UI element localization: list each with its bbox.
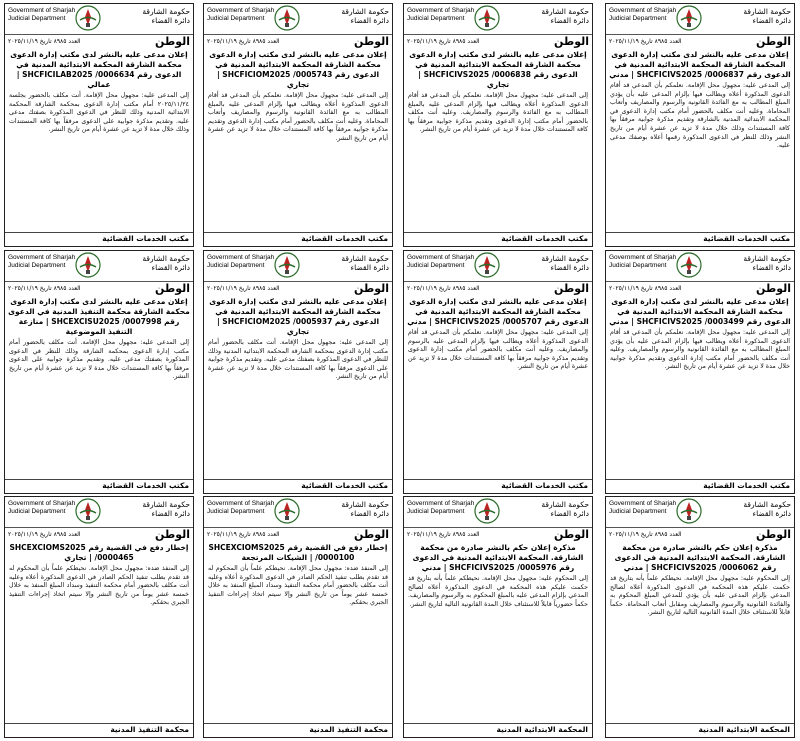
legal-notice bbox=[605, 496, 795, 738]
legal-notice bbox=[4, 250, 194, 494]
notice-header bbox=[606, 497, 794, 528]
issue-ref: العدد ٨٩٨٥ تاريخ ٢٠٢٥/١١/١٩ bbox=[609, 285, 682, 292]
sharjah-emblem-icon bbox=[274, 252, 300, 278]
newspaper-brand: الوطن bbox=[353, 35, 389, 48]
notice-body: إلى المنفذ ضده: مجهول محل الإقامة. نحيطكم علماً بأن المحكوم له قد تقدم بطلب تنفيذ الحكم الصادر في الدعوى المذكورة أعلاه وعليه أنت مكلف بالحضور أمام محكمة التنفيذ وسداد المبلغ المنفذ به خلال خمسة عشر يوماً من تاريخ النشر وإلا سيتم اتخاذ إجراءات التنفيذ الجبري بحقكم. bbox=[9, 565, 189, 607]
legal-notice bbox=[605, 3, 795, 247]
sharjah-emblem-icon bbox=[75, 5, 101, 31]
notice-footer: المحكمة الابتدائية المدنية bbox=[404, 723, 592, 737]
notice-footer: مكتب الخدمات القضائية bbox=[204, 232, 392, 246]
notice-body: إلى المحكوم عليه: مجهول محل الإقامة. نحيطكم علماً بأنه بتاريخ قد حكمت عليكم هذه المحكمة في الدعوى المذكورة أعلاه لصالح المدعي بإلزام المدعى عليه بالمبلغ المحكوم به والرسوم والمصاريف. حكماً حضورياً قابلاً للاستئناف خلال المدة القانونية التالية لتاريخ النشر. bbox=[408, 575, 588, 608]
department-name-ar: حكومة الشارقة دائرة القضاء bbox=[743, 500, 791, 518]
newspaper-brand: الوطن bbox=[353, 282, 389, 295]
issue-ref: العدد ٨٩٨٥ تاريخ ٢٠٢٥/١١/١٩ bbox=[8, 531, 81, 538]
notice-body: إلى المدعى عليه: مجهول محل الإقامة. نعلمكم بأن المدعي قد أقام الدعوى المذكورة أعلاه ويطالب فيها بإلزام المدعى عليه بأن يؤدي المبلغ المطالب به مع الفائدة القانونية والرسوم والمصاريف وأتعاب المحاماة. وعليه أنت مكلف بالحضور أمام مكتب إدارة الدعوى في المحكمة الابتدائية المدنية بالشارقة وتقديم مذكرة جوابية مرفقاً بها كافة المستندات وذلك خلال مدة لا تزيد عن عشرة أيام من تاريخ النشر وذلك للنظر في الدعوى المذكورة رقمها أعلاه بوصفك مدعى عليه. bbox=[610, 82, 790, 150]
notice-body: إلى المدعى عليه: مجهول محل الإقامة. نعلمكم بأن المدعي قد أقام الدعوى المذكورة أعلاه ويطالب فيها بإلزام المدعى عليه بأن يؤدي المبلغ المطالب به مع الفائدة القانونية والرسوم والمصاريف. وعليه أنت مكلف بالحضور أمام مكتب إدارة الدعوى وتقديم مذكرة جوابية خلال مدة لا تزيد عن عشرة أيام من تاريخ النشر. bbox=[610, 329, 790, 371]
department-name-en: Government of Sharjah Judicial Department bbox=[407, 254, 475, 269]
department-name-en: Government of Sharjah Judicial Department bbox=[207, 500, 275, 515]
notice-footer: مكتب الخدمات القضائية bbox=[5, 479, 193, 493]
notice-footer: مكتب الخدمات القضائية bbox=[5, 232, 193, 246]
notice-footer: محكمة التنفيذ المدنية bbox=[204, 723, 392, 737]
notice-header bbox=[204, 251, 392, 282]
department-name-ar: حكومة الشارقة دائرة القضاء bbox=[142, 500, 190, 518]
legal-notice bbox=[403, 250, 593, 494]
notice-header bbox=[5, 4, 193, 35]
notice-title: مذكرة إعلان حكم بالنشر صادرة من محكمة الشارقة. المحكمة الابتدائية المدنية في الدعوى رقم SHCFICIVS2025 /0005976 | مدني bbox=[412, 543, 584, 572]
sharjah-emblem-icon bbox=[274, 498, 300, 524]
notice-title: إعلان مدعى عليه بالنشر لدى مكتب إدارة الدعوى محكمة الشارقة المحكمة الابتدائية المدنية في الدعوى رقم SHCFICIOM2025 /0005743 | تجاري bbox=[209, 50, 387, 89]
issue-ref: العدد ٨٩٨٥ تاريخ ٢٠٢٥/١١/١٩ bbox=[609, 531, 682, 538]
notice-title: إخطار دفع في القضية رقم SHCEXCIOMS2025 /0000100 | الشيكات المرتجعة bbox=[208, 543, 388, 562]
legal-notice bbox=[203, 496, 393, 738]
legal-notice bbox=[203, 3, 393, 247]
department-name-ar: حكومة الشارقة دائرة القضاء bbox=[541, 500, 589, 518]
notice-body: إلى المدعى عليه: مجهول محل الإقامة. أنت مكلف بالحضور أمام مكتب إدارة الدعوى بمحكمة الشارقة وذلك للنظر في الدعوى المذكورة بصفتك مدعى عليه. وتقديم مذكرة جوابية على الدعوى مرفقاً بها كافة المستندات خلال مدة لا تزيد عن عشرة أيام من تاريخ النشر. bbox=[9, 339, 189, 381]
legal-notice bbox=[403, 3, 593, 247]
newspaper-brand: الوطن bbox=[154, 528, 190, 541]
newspaper-brand: الوطن bbox=[755, 528, 791, 541]
notice-title: إعلان مدعى عليه بالنشر لدى مكتب إدارة الدعوى محكمة الشارقة المحكمة الابتدائية المدنية في الدعوى رقم SHCFICIVS2025 /0006838 | تجاري bbox=[409, 50, 587, 89]
department-name-en: Government of Sharjah Judicial Department bbox=[407, 500, 475, 515]
department-name-en: Government of Sharjah Judicial Department bbox=[207, 254, 275, 269]
issue-ref: العدد ٨٩٨٥ تاريخ ٢٠٢٥/١١/١٩ bbox=[8, 38, 81, 45]
newspaper-brand: الوطن bbox=[353, 528, 389, 541]
notice-header bbox=[204, 4, 392, 35]
notice-body: إلى المدعى عليه: مجهول محل الإقامة. نعلمكم بأن المدعي قد أقام الدعوى المذكورة أعلاه ويطالب فيها بإلزام المدعى عليه بالمبلغ المطالب به مع الفائدة والرسوم والمصاريف. وعليه أنت مكلف بالحضور أمام مكتب إدارة الدعوى وتقديم مذكرة جوابية مرفقاً بها كافة المستندات خلال مدة لا تزيد عن عشرة أيام من تاريخ النشر. bbox=[408, 92, 588, 134]
department-name-en: Government of Sharjah Judicial Department bbox=[8, 7, 76, 22]
legal-notice bbox=[203, 250, 393, 494]
department-name-en: Government of Sharjah Judicial Department bbox=[609, 254, 677, 269]
sharjah-emblem-icon bbox=[474, 498, 500, 524]
legal-notice bbox=[4, 3, 194, 247]
department-name-en: Government of Sharjah Judicial Department bbox=[8, 500, 76, 515]
notice-header bbox=[5, 497, 193, 528]
issue-ref: العدد ٨٩٨٥ تاريخ ٢٠٢٥/١١/١٩ bbox=[207, 285, 280, 292]
notice-body: إلى المدعى عليه: مجهول محل الإقامة. نعلمكم بأن المدعي قد أقام الدعوى المذكورة أعلاه ويطالب فيها بإلزام المدعى عليه بالمبلغ المطالب به مع الفائدة القانونية والرسوم والمصاريف وأتعاب المحاماة. وعليه أنت مكلف بالحضور أمام مكتب إدارة الدعوى وتقديم مذكرة جوابية مرفقاً بها كافة المستندات خلال مدة لا تزيد عن عشرة أيام من تاريخ النشر. bbox=[208, 92, 388, 142]
notice-footer: محكمة التنفيذ المدنية bbox=[5, 723, 193, 737]
department-name-ar: حكومة الشارقة دائرة القضاء bbox=[341, 500, 389, 518]
notice-footer: مكتب الخدمات القضائية bbox=[204, 479, 392, 493]
notice-body: إلى المحكوم عليه: مجهول محل الإقامة. نحيطكم علماً بأنه بتاريخ قد حكمت عليكم هذه المحكمة في الدعوى المذكورة أعلاه لصالح المدعي بإلزام المدعى عليه بأن يؤدي للمدعي المبلغ المحكوم به والفائدة القانونية والرسوم والمصاريف ومقابل أتعاب المحاماة. حكماً قابلاً للاستئناف خلال المدة القانونية التالية لتاريخ النشر. bbox=[610, 575, 790, 617]
notice-body: إلى المدعى عليه: مجهول محل الإقامة. أنت مكلف بالحضور بجلسة ٢٠٢٥/١١/٢٤ أمام مكتب إدارة الدعوى بمحكمة الشارقة المحكمة الابتدائية المدنية وذلك للنظر في الدعوى المذكورة بصفتك مدعى عليه. وتقديم مذكرة جوابية على الدعوى مرفقاً بها كافة المستندات وذلك خلال مدة لا تزيد عن عشرة أيام من تاريخ النشر. bbox=[9, 92, 189, 134]
sharjah-emblem-icon bbox=[676, 252, 702, 278]
legal-notice bbox=[403, 496, 593, 738]
department-name-ar: حكومة الشارقة دائرة القضاء bbox=[341, 7, 389, 25]
issue-ref: العدد ٨٩٨٥ تاريخ ٢٠٢٥/١١/١٩ bbox=[407, 531, 480, 538]
department-name-ar: حكومة الشارقة دائرة القضاء bbox=[341, 254, 389, 272]
department-name-en: Government of Sharjah Judicial Department bbox=[609, 500, 677, 515]
issue-ref: العدد ٨٩٨٥ تاريخ ٢٠٢٥/١١/١٩ bbox=[407, 285, 480, 292]
sharjah-emblem-icon bbox=[676, 5, 702, 31]
notice-header bbox=[606, 4, 794, 35]
newspaper-brand: الوطن bbox=[553, 282, 589, 295]
notice-title: مذكرة إعلان حكم بالنشر صادرة من محكمة الشارقة. المحكمة الابتدائية المدنية في الدعوى رقم SHCFICIVS2025 /0006062 | مدني bbox=[614, 543, 786, 572]
notice-title: إعلان مدعى عليه بالنشر لدى مكتب إدارة الدعوى المحكمة الشارقة المحكمة الابتدائية المدنية في الدعوى رقم SHCFICIVS2025 /0006837 | مدني bbox=[609, 50, 791, 79]
notice-header bbox=[606, 251, 794, 282]
notice-footer: مكتب الخدمات القضائية bbox=[606, 479, 794, 493]
newspaper-brand: الوطن bbox=[154, 282, 190, 295]
department-name-ar: حكومة الشارقة دائرة القضاء bbox=[743, 7, 791, 25]
notice-title: إعلان مدعى عليه بالنشر لدى مكتب إدارة الدعوى محكمة الشارقة محكمة التنفيذ المدنية في الدعوى رقم SHCEXCISU2025 /0007998 | منازعة التنفيذ الموضوعية bbox=[8, 297, 190, 336]
newspaper-brand: الوطن bbox=[154, 35, 190, 48]
sharjah-emblem-icon bbox=[274, 5, 300, 31]
department-name-ar: حكومة الشارقة دائرة القضاء bbox=[541, 254, 589, 272]
department-name-en: Government of Sharjah Judicial Department bbox=[207, 7, 275, 22]
department-name-en: Government of Sharjah Judicial Department bbox=[609, 7, 677, 22]
department-name-ar: حكومة الشارقة دائرة القضاء bbox=[743, 254, 791, 272]
department-name-en: Government of Sharjah Judicial Department bbox=[407, 7, 475, 22]
newspaper-brand: الوطن bbox=[553, 528, 589, 541]
issue-ref: العدد ٨٩٨٥ تاريخ ٢٠٢٥/١١/١٩ bbox=[609, 38, 682, 45]
newspaper-brand: الوطن bbox=[553, 35, 589, 48]
department-name-ar: حكومة الشارقة دائرة القضاء bbox=[142, 7, 190, 25]
issue-ref: العدد ٨٩٨٥ تاريخ ٢٠٢٥/١١/١٩ bbox=[407, 38, 480, 45]
notice-header bbox=[404, 251, 592, 282]
notice-title: إعلان مدعى عليه بالنشر لدى مكتب إدارة الدعوى محكمة الشارقة المحكمة الابتدائية المدنية في الدعوى رقم SHCFICIVS2025 /0005707 | مدني bbox=[407, 297, 589, 326]
sharjah-emblem-icon bbox=[676, 498, 702, 524]
issue-ref: العدد ٨٩٨٥ تاريخ ٢٠٢٥/١١/١٩ bbox=[8, 285, 81, 292]
notice-footer: المحكمة الابتدائية المدنية bbox=[606, 723, 794, 737]
legal-notice bbox=[4, 496, 194, 738]
sharjah-emblem-icon bbox=[474, 252, 500, 278]
newspaper-brand: الوطن bbox=[755, 282, 791, 295]
notice-title: إعلان مدعى عليه بالنشر لدى مكتب إدارة الدعوى محكمة الشارقة المحكمة الابتدائية المدنية في الدعوى رقم SHCFICILAB2025 /0006634 | عمالي bbox=[10, 50, 188, 89]
notice-body: إلى المنفذ ضده: مجهول محل الإقامة. نحيطكم علماً بأن المحكوم له قد تقدم بطلب تنفيذ الحكم الصادر في الدعوى المذكورة أعلاه وعليه أنت مكلف بالحضور أمام محكمة التنفيذ وسداد المبلغ المنفذ به خلال خمسة عشر يوماً من تاريخ النشر وإلا سيتم اتخاذ إجراءات التنفيذ الجبري بحقكم. bbox=[208, 565, 388, 607]
notice-header bbox=[404, 497, 592, 528]
sharjah-emblem-icon bbox=[75, 252, 101, 278]
notice-body: إلى المدعى عليه: مجهول محل الإقامة. أنت مكلف بالحضور أمام مكتب إدارة الدعوى بمحكمة الشارقة المحكمة الابتدائية المدنية وذلك للنظر في الدعوى المذكورة بصفتك مدعى عليه. وتقديم مذكرة جوابية على الدعوى مرفقاً بها كافة المستندات خلال مدة لا تزيد عن عشرة أيام من تاريخ النشر. bbox=[208, 339, 388, 381]
notice-footer: مكتب الخدمات القضائية bbox=[606, 232, 794, 246]
notice-header bbox=[404, 4, 592, 35]
sharjah-emblem-icon bbox=[75, 498, 101, 524]
notice-body: إلى المدعى عليه: مجهول محل الإقامة. نعلمكم بأن المدعي قد أقام الدعوى المذكورة أعلاه ويطالب فيها بإلزام المدعى عليه بالرسوم والمصاريف. وعليه أنت مكلف بالحضور أمام مكتب إدارة الدعوى وتقديم مذكرة جوابية مرفقاً بها كافة المستندات خلال مدة لا تزيد عن عشرة أيام من تاريخ النشر. bbox=[408, 329, 588, 371]
legal-notice bbox=[605, 250, 795, 494]
notice-title: إعلان مدعى عليه بالنشر لدى مكتب إدارة الدعوى محكمة الشارقة المحكمة الابتدائية المدنية في الدعوى رقم SHCFICIOM2025 /0005937 | تجاري bbox=[209, 297, 387, 336]
newspaper-brand: الوطن bbox=[755, 35, 791, 48]
notice-title: إخطار دفع في القضية رقم SHCEXCIOMS2025 /0000465 | تجاري bbox=[9, 543, 189, 562]
notice-footer: مكتب الخدمات القضائية bbox=[404, 232, 592, 246]
notice-header bbox=[5, 251, 193, 282]
issue-ref: العدد ٨٩٨٥ تاريخ ٢٠٢٥/١١/١٩ bbox=[207, 531, 280, 538]
department-name-en: Government of Sharjah Judicial Department bbox=[8, 254, 76, 269]
notice-title: إعلان مدعى عليه بالنشر لدى مكتب إدارة الدعوى محكمة الشارقة المحكمة الابتدائية المدنية في الدعوى رقم SHCFICIVS2025 /0003499 | مدني bbox=[609, 297, 791, 326]
department-name-ar: حكومة الشارقة دائرة القضاء bbox=[541, 7, 589, 25]
department-name-ar: حكومة الشارقة دائرة القضاء bbox=[142, 254, 190, 272]
issue-ref: العدد ٨٩٨٥ تاريخ ٢٠٢٥/١١/١٩ bbox=[207, 38, 280, 45]
sharjah-emblem-icon bbox=[474, 5, 500, 31]
notice-footer: مكتب الخدمات القضائية bbox=[404, 479, 592, 493]
notice-header bbox=[204, 497, 392, 528]
